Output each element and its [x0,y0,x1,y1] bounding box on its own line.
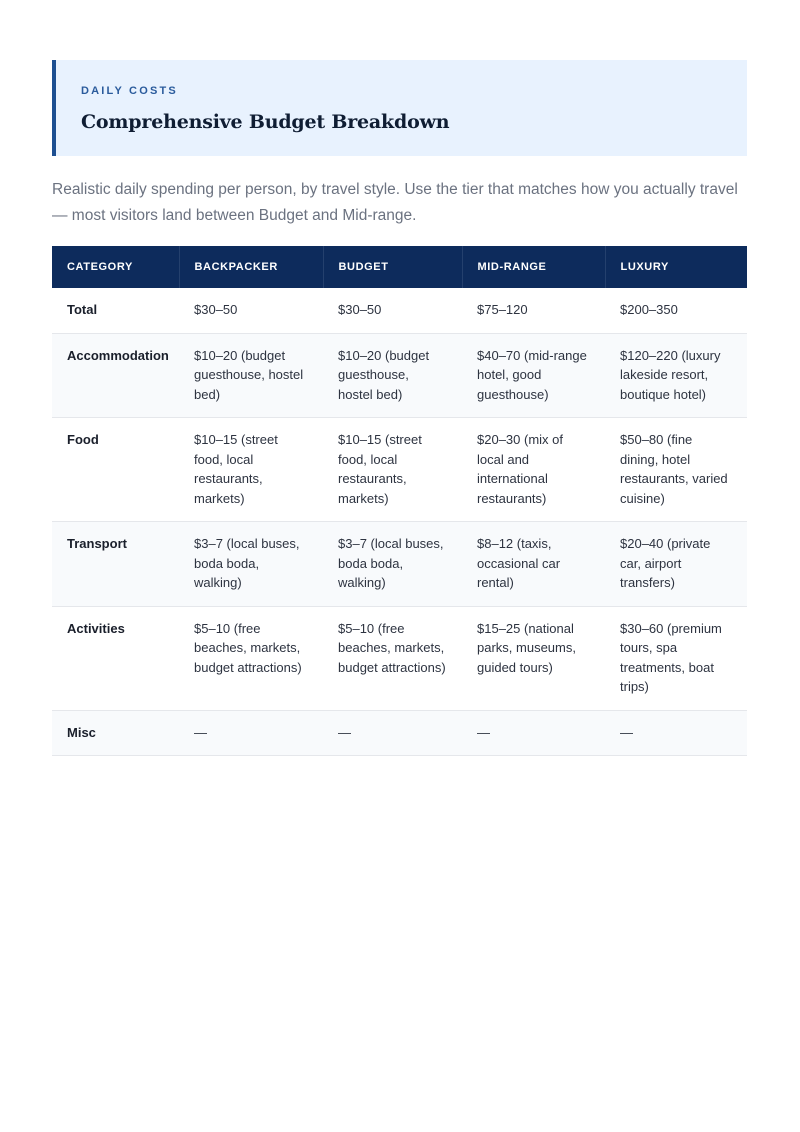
cell-mid-range: $20–30 (mix of local and international restaurants) [462,418,605,522]
row-category: Transport [52,522,179,607]
table-row-total [52,288,747,333]
cell-backpacker: $3–7 (local buses, boda boda, walking) [179,522,323,607]
cell-budget: $10–15 (street food, local restaurants, markets) [323,418,462,522]
cell-luxury: $50–80 (fine dining, hotel restaurants, varied cuisine) [605,418,747,522]
table-row-accommodation [52,333,747,418]
cell-budget: $10–20 (budget guesthouse, hostel bed) [323,333,462,418]
cell-budget: — [323,710,462,756]
section-eyebrow: DAILY COSTS [81,85,178,97]
cell-mid-range: $40–70 (mid-range hotel, good guesthouse) [462,333,605,418]
cell-mid-range: $8–12 (taxis, occasional car rental) [462,522,605,607]
column-header-category: CATEGORY [52,246,179,288]
cell-luxury: — [605,710,747,756]
column-header-backpacker: BACKPACKER [179,246,323,288]
intro-paragraph: Realistic daily spending per person, by travel style. Use the tier that matches how you actually travel — most visitors land between Budget and Mid-range. [52,181,738,224]
cell-mid-range: $15–25 (national parks, museums, guided tours) [462,606,605,710]
cell-backpacker: $30–50 [179,288,323,333]
section-header-card [52,60,747,156]
table-row-food [52,418,747,522]
budget-table-header [52,246,747,288]
cell-backpacker: $10–20 (budget guesthouse, hostel bed) [179,333,323,418]
row-category: Activities [52,606,179,710]
table-row-activities [52,606,747,710]
cell-luxury: $200–350 [605,288,747,333]
column-header-luxury: LUXURY [605,246,747,288]
column-header-budget: BUDGET [323,246,462,288]
row-category: Total [52,288,179,333]
header-row [52,246,747,288]
cell-budget: $30–50 [323,288,462,333]
cell-luxury: $30–60 (premium tours, spa treatments, boat trips) [605,606,747,710]
cell-luxury: $120–220 (luxury lakeside resort, boutique hotel) [605,333,747,418]
column-header-mid-range: MID-RANGE [462,246,605,288]
cell-budget: $5–10 (free beaches, markets, budget attractions) [323,606,462,710]
budget-table [52,246,747,756]
cell-backpacker: — [179,710,323,756]
row-category: Accommodation [52,333,179,418]
cell-luxury: $20–40 (private car, airport transfers) [605,522,747,607]
cell-mid-range: — [462,710,605,756]
row-category: Food [52,418,179,522]
section-title: Comprehensive Budget Breakdown [81,111,450,133]
row-category: Misc [52,710,179,756]
table-row-transport [52,522,747,607]
table-row-misc [52,710,747,756]
cell-backpacker: $10–15 (street food, local restaurants, markets) [179,418,323,522]
budget-table-body [52,288,747,756]
cell-backpacker: $5–10 (free beaches, markets, budget attractions) [179,606,323,710]
cell-budget: $3–7 (local buses, boda boda, walking) [323,522,462,607]
cell-mid-range: $75–120 [462,288,605,333]
